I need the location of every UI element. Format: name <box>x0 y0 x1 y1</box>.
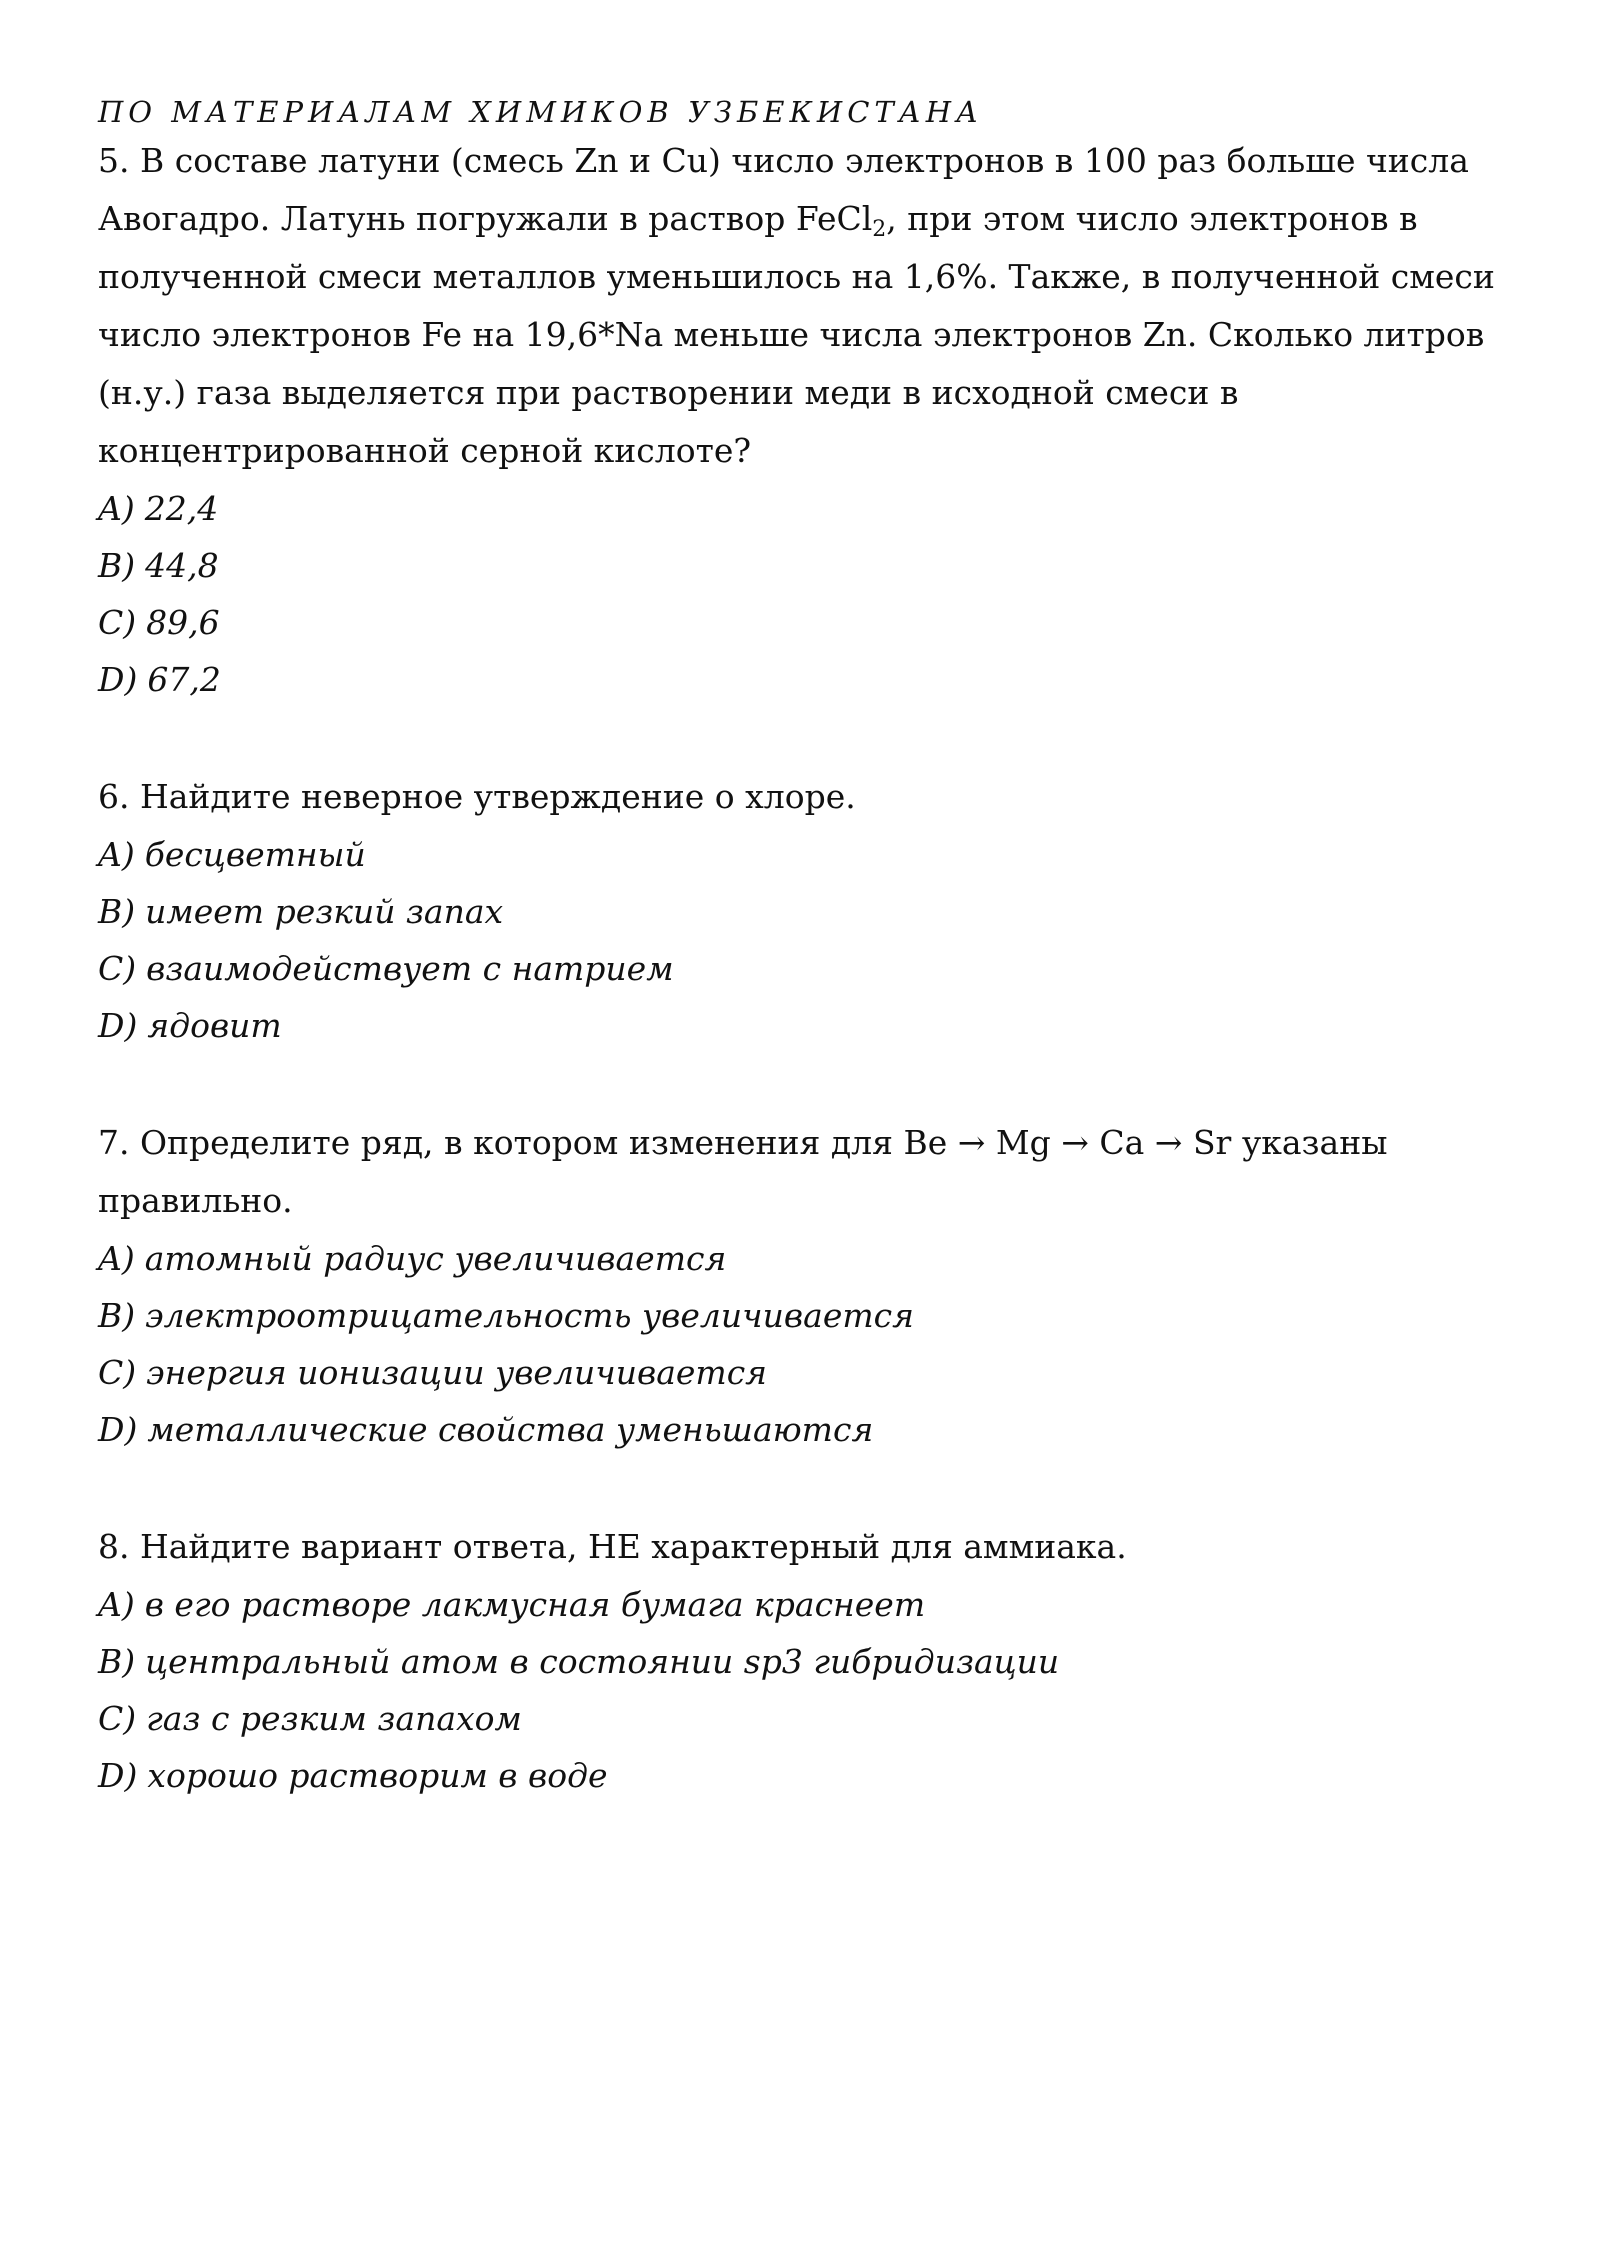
page-header: ПО МАТЕРИАЛАМ ХИМИКОВ УЗБЕКИСТАНА <box>98 95 983 129</box>
option-letter: B) <box>98 546 136 585</box>
question-5-option-c <box>98 594 1518 651</box>
option-text: взаимодействует с натрием <box>146 949 674 988</box>
option-text: в его растворе лакмусная бумага краснеет <box>144 1585 926 1624</box>
option-letter: C) <box>98 949 137 988</box>
option-text: ядовит <box>147 1006 282 1045</box>
question-6-option-b <box>98 883 1518 940</box>
option-text: имеет резкий запах <box>145 892 504 931</box>
question-7-text: 7. Определите ряд, в котором изменения для Be → Mg → Ca → Sr указаны правильно. <box>98 1123 1388 1220</box>
option-text: 89,6 <box>146 603 220 642</box>
question-5-option-b <box>98 537 1518 594</box>
option-text: газ с резким запахом <box>146 1699 522 1738</box>
question-6-options <box>98 826 1518 1054</box>
option-text: металлические свойства уменьшаются <box>147 1410 874 1449</box>
option-letter: C) <box>98 1699 137 1738</box>
spacer <box>98 1458 1518 1518</box>
option-text: 22,4 <box>144 489 219 528</box>
option-letter: D) <box>98 1410 138 1449</box>
question-6-option-a <box>98 826 1518 883</box>
option-text: бесцветный <box>144 835 366 874</box>
option-letter: B) <box>98 1642 136 1681</box>
question-5-options <box>98 480 1518 708</box>
question-5 <box>98 132 1518 708</box>
question-5-subscript: 2 <box>872 217 887 242</box>
question-6-text: 6. Найдите неверное утверждение о хлоре. <box>98 777 856 816</box>
question-5-text-part2: , при этом число электронов в полученной смеси металлов уменьшилось на 1,6%. Также, в полученной смеси число электронов Fe на 19,6*Na меньше числа электронов Zn. Сколько литров (н.у.) газа выделяется при растворении меди в исходной смеси в концентрированной серной кислоте? <box>98 199 1495 470</box>
question-8-option-d <box>98 1747 1518 1804</box>
question-6 <box>98 768 1518 1054</box>
question-7-options <box>98 1230 1518 1458</box>
option-letter: A) <box>98 489 135 528</box>
option-text: хорошо растворим в воде <box>147 1756 608 1795</box>
option-letter: B) <box>98 892 136 931</box>
option-text: энергия ионизации увеличивается <box>146 1353 768 1392</box>
question-7-option-a <box>98 1230 1518 1287</box>
option-letter: A) <box>98 835 135 874</box>
option-text: 67,2 <box>147 660 221 699</box>
option-letter: C) <box>98 1353 137 1392</box>
question-7-option-b <box>98 1287 1518 1344</box>
question-7 <box>98 1114 1518 1458</box>
spacer <box>98 708 1518 768</box>
question-5-text-part1: 5. В составе латуни (смесь Zn и Cu) число электронов в 100 раз больше числа Авогадро. Латунь погружали в раствор FeCl <box>98 141 1469 238</box>
option-letter: C) <box>98 603 137 642</box>
option-text: 44,8 <box>145 546 219 585</box>
question-8-options <box>98 1576 1518 1804</box>
document-page <box>98 92 1518 1804</box>
question-5-option-a <box>98 480 1518 537</box>
question-6-option-c <box>98 940 1518 997</box>
question-7-option-c <box>98 1344 1518 1401</box>
option-letter: D) <box>98 1006 138 1045</box>
question-8 <box>98 1518 1518 1804</box>
question-8-option-b <box>98 1633 1518 1690</box>
question-5-option-d <box>98 651 1518 708</box>
question-6-option-d <box>98 997 1518 1054</box>
option-letter: A) <box>98 1239 135 1278</box>
option-letter: A) <box>98 1585 135 1624</box>
spacer <box>98 1054 1518 1114</box>
option-text: центральный атом в состоянии sp3 гибридизации <box>145 1642 1060 1681</box>
option-letter: D) <box>98 1756 138 1795</box>
option-letter: D) <box>98 660 138 699</box>
option-text: атомный радиус увеличивается <box>144 1239 727 1278</box>
option-text: электроотрицательность увеличивается <box>145 1296 914 1335</box>
question-8-option-a <box>98 1576 1518 1633</box>
question-8-option-c <box>98 1690 1518 1747</box>
question-5-text <box>98 132 1518 480</box>
question-7-option-d <box>98 1401 1518 1458</box>
question-8-text: 8. Найдите вариант ответа, НЕ характерный для аммиака. <box>98 1527 1127 1566</box>
option-letter: B) <box>98 1296 136 1335</box>
